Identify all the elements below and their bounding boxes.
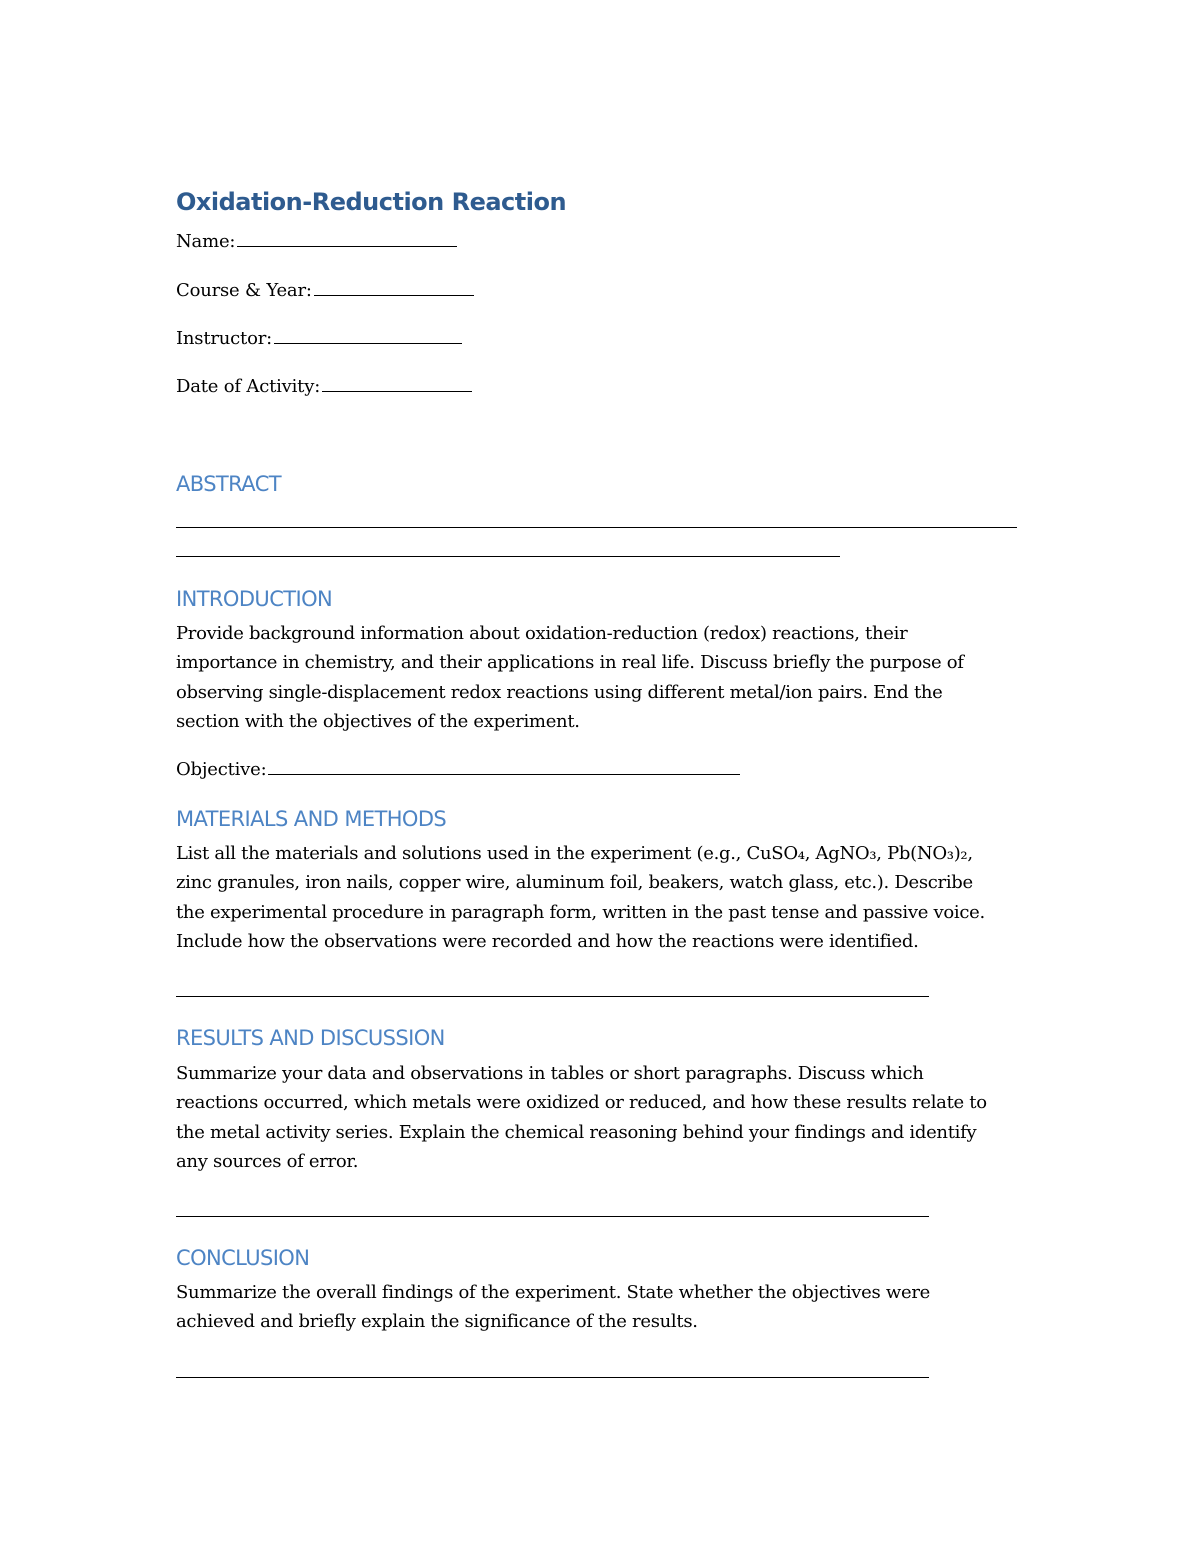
- paragraph-line: Provide background information about oxidation-reduction (redox) reactions, their: [176, 623, 908, 644]
- paragraph-line: reactions occurred, which metals were oxidized or reduced, and how these results relate to: [176, 1092, 987, 1114]
- instructor-field: [176, 326, 462, 351]
- paragraph-line: zinc granules, iron nails, copper wire, aluminum foil, beakers, watch glass, etc.). Describe: [176, 872, 973, 894]
- materials-answer-line[interactable]: [176, 996, 929, 997]
- name-label: Name:: [176, 231, 236, 252]
- results-paragraph: [176, 1059, 1026, 1176]
- materials-heading: MATERIALS AND METHODS: [176, 807, 447, 831]
- introduction-heading: INTRODUCTION: [176, 587, 333, 611]
- conclusion-heading: CONCLUSION: [176, 1246, 310, 1270]
- paragraph-line: List all the materials and solutions used in the experiment (e.g., CuSO₄, AgNO₃, Pb(NO₃)₂,: [176, 843, 973, 864]
- paragraph-line: the metal activity series. Explain the chemical reasoning behind your findings and identify: [176, 1121, 977, 1143]
- course-year-label: Course & Year:: [176, 280, 312, 301]
- date-blank[interactable]: [322, 374, 472, 392]
- paragraph-line: Include how the observations were recorded and how the reactions were identified.: [176, 930, 919, 952]
- document-title: Oxidation-Reduction Reaction: [176, 188, 567, 216]
- paragraph-line: importance in chemistry, and their applications in real life. Discuss briefly the purpose of: [176, 652, 964, 674]
- objective-field: [176, 757, 740, 782]
- paragraph-line: any sources of error.: [176, 1150, 359, 1172]
- instructor-blank[interactable]: [274, 326, 462, 344]
- date-field: [176, 374, 472, 399]
- objective-label: Objective:: [176, 759, 267, 780]
- abstract-line-1[interactable]: [176, 527, 1017, 528]
- paragraph-line: Summarize the overall findings of the experiment. State whether the objectives were: [176, 1282, 930, 1303]
- name-field: [176, 229, 457, 254]
- conclusion-paragraph: [176, 1278, 1026, 1337]
- course-year-blank[interactable]: [314, 278, 474, 296]
- materials-paragraph: [176, 839, 1026, 956]
- name-blank[interactable]: [237, 229, 457, 247]
- paragraph-line: Summarize your data and observations in tables or short paragraphs. Discuss which: [176, 1063, 924, 1084]
- abstract-heading: ABSTRACT: [176, 472, 281, 496]
- paragraph-line: achieved and briefly explain the significance of the results.: [176, 1311, 698, 1333]
- results-heading: RESULTS AND DISCUSSION: [176, 1026, 445, 1050]
- paragraph-line: observing single-displacement redox reactions using different metal/ion pairs. End the: [176, 681, 943, 703]
- results-answer-line[interactable]: [176, 1216, 929, 1217]
- instructor-label: Instructor:: [176, 328, 272, 349]
- paragraph-line: the experimental procedure in paragraph form, written in the past tense and passive voice.: [176, 901, 985, 923]
- conclusion-answer-line[interactable]: [176, 1377, 929, 1378]
- course-year-field: [176, 278, 474, 303]
- abstract-line-2[interactable]: [176, 556, 840, 557]
- date-label: Date of Activity:: [176, 376, 321, 397]
- paragraph-line: section with the objectives of the experiment.: [176, 710, 580, 732]
- objective-blank[interactable]: [268, 757, 740, 775]
- introduction-paragraph: [176, 619, 1026, 736]
